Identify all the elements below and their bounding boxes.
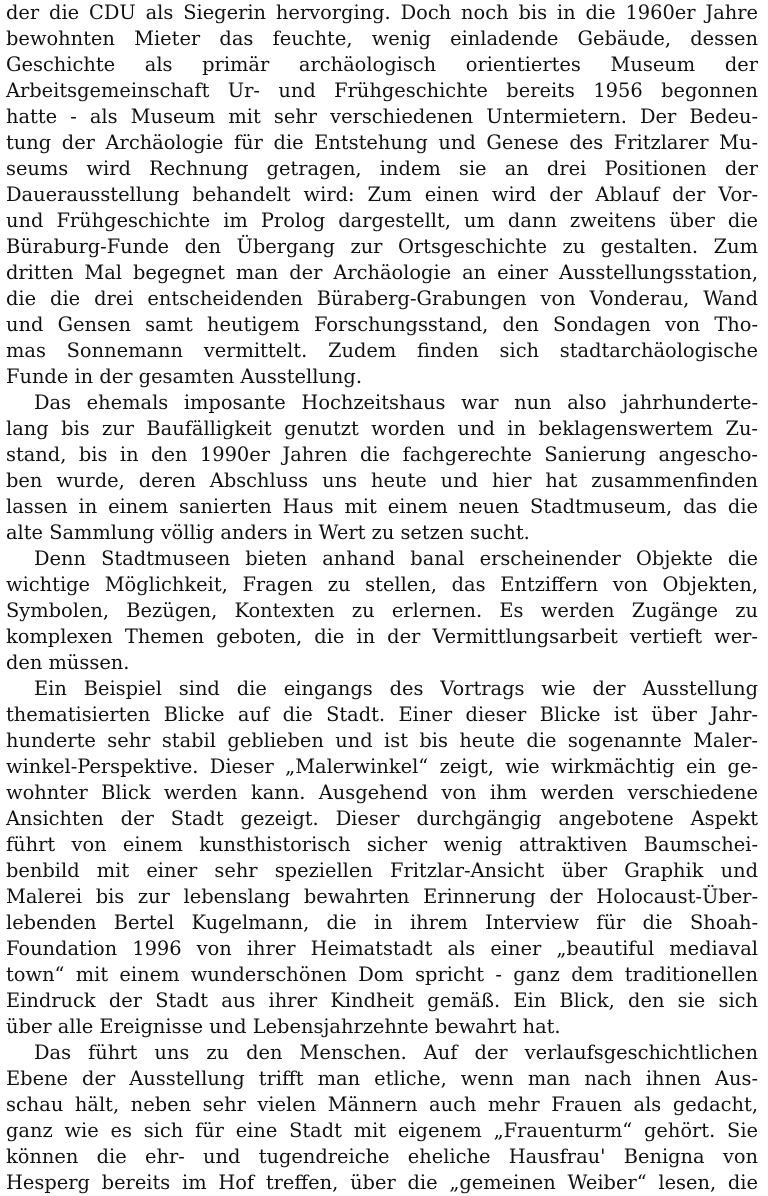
- text-line: Funde in der gesamten Ausstellung.: [6, 365, 362, 388]
- text-line: thematisierten Blicke auf die Stadt. Einer dieser Blicke ist über Jahr-: [6, 703, 758, 726]
- text-line: seums wird Rechnung getragen, indem sie an drei Positionen der: [6, 157, 758, 180]
- text-line: die die drei entscheidenden Büraberg-Grabungen von Vonderau, Wand: [6, 287, 758, 310]
- text-line: alte Sammlung völlig anders in Wert zu setzen sucht.: [6, 521, 530, 544]
- text-line: schau hält, neben sehr vielen Männern auch mehr Frauen als gedacht,: [6, 1093, 758, 1116]
- document-page: [6, 0, 758, 1196]
- text-line: town“ mit einem wunderschönen Dom spricht - ganz dem traditionellen: [6, 963, 758, 986]
- text-line: Symbolen, Bezügen, Kontexten zu erlernen. Es werden Zugänge zu: [6, 599, 758, 622]
- text-line: lassen in einem sanierten Haus mit einem neuen Stadtmuseum, das die: [6, 495, 758, 518]
- text-line: hatte - als Museum mit sehr verschiedenen Untermietern. Der Bedeu-: [6, 105, 758, 128]
- text-line: tung der Archäologie für die Entstehung und Genese des Fritzlarer Mu-: [6, 131, 758, 154]
- text-line: hunderte sehr stabil geblieben und ist bis heute die sogenannte Maler-: [6, 729, 758, 752]
- text-line: wichtige Möglichkeit, Fragen zu stellen, das Entziffern von Objekten,: [6, 573, 758, 596]
- text-line: bewohnten Mieter das feuchte, wenig einladende Gebäude, dessen: [6, 27, 758, 50]
- text-line: wohnter Blick werden kann. Ausgehend von ihm werden verschiedene: [6, 781, 758, 804]
- text-line: Das ehemals imposante Hochzeitshaus war nun also jahrhunderte-: [34, 391, 758, 414]
- text-line: lebenden Bertel Kugelmann, die in ihrem Interview für die Shoah-: [6, 911, 758, 934]
- paragraph-4: [6, 676, 758, 1040]
- text-line: Eindruck der Stadt aus ihrer Kindheit gemäß. Ein Blick, den sie sich: [6, 989, 758, 1012]
- text-line: Geschichte als primär archäologisch orientiertes Museum der: [6, 53, 758, 76]
- text-line: dritten Mal begegnet man der Archäologie an einer Ausstellungsstation,: [6, 261, 758, 284]
- text-line: Dauerausstellung behandelt wird: Zum einen wird der Ablauf der Vor-: [6, 183, 758, 206]
- text-line: Ansichten der Stadt gezeigt. Dieser durchgängig angebotene Aspekt: [6, 807, 758, 830]
- text-line: Büraburg-Funde den Übergang zur Ortsgeschichte zu gestalten. Zum: [6, 235, 758, 258]
- text-line: benbild mit einer sehr speziellen Fritzlar-Ansicht über Graphik und: [6, 859, 758, 882]
- text-line: Arbeitsgemeinschaft Ur- und Frühgeschichte bereits 1956 begonnen: [6, 79, 758, 102]
- text-line: führt von einem kunsthistorisch sicher wenig attraktiven Baumschei-: [6, 833, 758, 856]
- text-line: lang bis zur Baufälligkeit genutzt worden und in beklagenswertem Zu-: [6, 417, 758, 440]
- text-line: mas Sonnemann vermittelt. Zudem finden sich stadtarchäologische: [6, 339, 758, 362]
- text-line: über alle Ereignisse und Lebensjahrzehnte bewahrt hat.: [6, 1015, 561, 1038]
- text-line: und Gensen samt heutigem Forschungsstand, den Sondagen von Tho-: [6, 313, 758, 336]
- text-line: Ein Beispiel sind die eingangs des Vortrags wie der Ausstellung: [34, 677, 758, 700]
- text-line: Das führt uns zu den Menschen. Auf der verlaufsgeschichtlichen: [34, 1041, 758, 1064]
- text-line: den müssen.: [6, 651, 130, 674]
- text-line: winkel-Perspektive. Dieser „Malerwinkel“ zeigt, wie wirkmächtig ein ge-: [6, 755, 758, 778]
- text-line: Ebene der Ausstellung trifft man etliche, wenn man nach ihnen Aus-: [6, 1067, 758, 1090]
- text-line: stand, bis in den 1990er Jahren die fachgerechte Sanierung angescho-: [6, 443, 758, 466]
- text-line: können die ehr- und tugendreiche eheliche Hausfrau' Benigna von: [6, 1145, 758, 1168]
- paragraph-1: [6, 0, 758, 390]
- text-line: Foundation 1996 von ihrer Heimatstadt als einer „beautiful mediaval: [6, 937, 758, 960]
- text-line: ben wurde, deren Abschluss uns heute und hier hat zusammenfinden: [6, 469, 758, 492]
- text-line: Malerei bis zur lebenslang bewahrten Erinnerung der Holocaust-Über-: [6, 885, 758, 908]
- text-line: Hesperg bereits im Hof treffen, über die „gemeinen Weiber“ lesen, die: [6, 1171, 758, 1194]
- text-line: Denn Stadtmuseen bieten anhand banal erscheinender Objekte die: [34, 547, 758, 570]
- text-line: komplexen Themen geboten, die in der Vermittlungsarbeit vertieft wer-: [6, 625, 758, 648]
- text-line: der die CDU als Siegerin hervorging. Doch noch bis in die 1960er Jahre: [6, 1, 758, 24]
- paragraph-3: [6, 546, 758, 676]
- paragraph-2: [6, 390, 758, 546]
- paragraph-5: [6, 1040, 758, 1196]
- text-line: und Frühgeschichte im Prolog dargestellt, um dann zweitens über die: [6, 209, 758, 232]
- text-line: ganz wie es sich für eine Stadt mit eigenem „Frauenturm“ gehört. Sie: [6, 1119, 758, 1142]
